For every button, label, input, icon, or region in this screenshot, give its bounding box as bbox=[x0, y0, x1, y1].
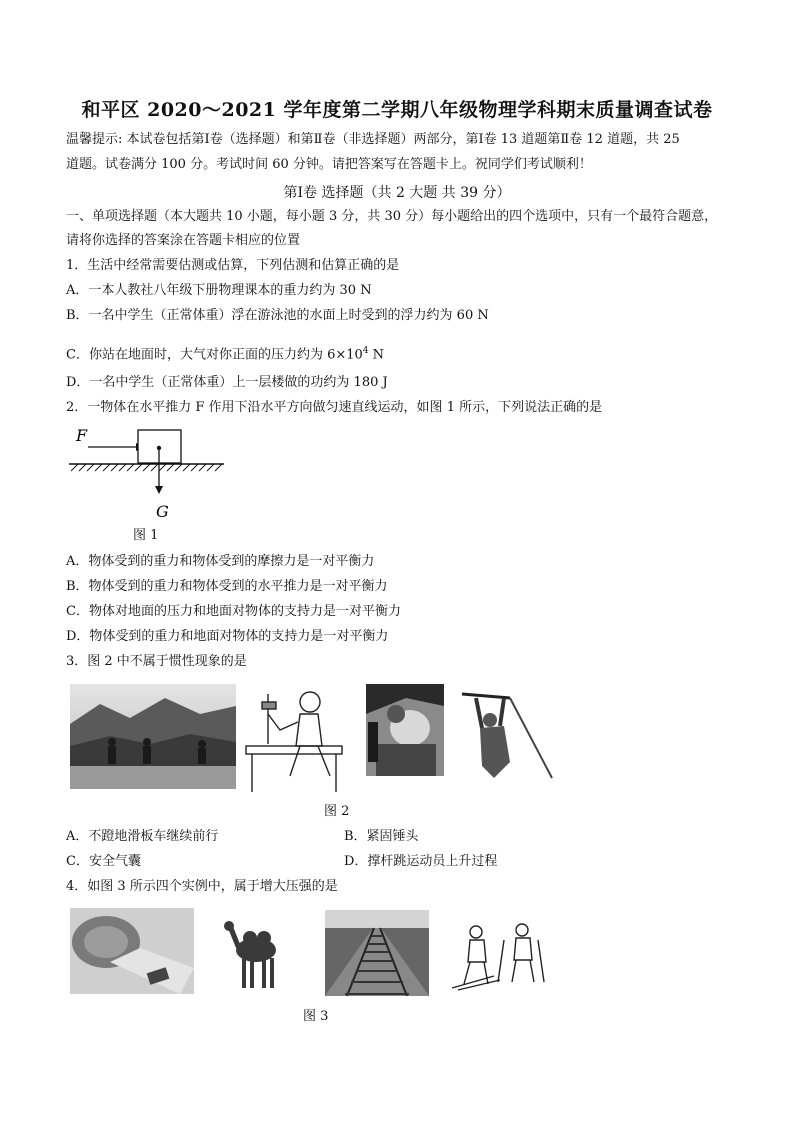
q1-stem: 1．生活中经常需要估测或估算，下列估测和估算正确的是 bbox=[66, 258, 400, 273]
figure-1-caption: 图 1 bbox=[133, 528, 159, 543]
q3-option-c: C．安全气囊 bbox=[66, 854, 141, 869]
notice-line-2: 道题。试卷满分 100 分。考试时间 60 分钟。请把答案写在答题卡上。祝同学们考试顺利！ bbox=[66, 157, 592, 172]
q2-option-d: D．物体受到的重力和地面对物体的支持力是一对平衡力 bbox=[66, 629, 389, 644]
figure-3-caption: 图 3 bbox=[303, 1009, 329, 1024]
exam-title: 和平区 2020～2021 学年度第二学期八年级物理学科期末质量调查试卷 bbox=[81, 99, 713, 121]
section-1-title: 第Ⅰ卷 选择题（共 2 大题 共 39 分） bbox=[283, 185, 511, 201]
camel-photo bbox=[222, 914, 290, 994]
q3-option-a: A．不蹬地滑板车继续前行 bbox=[66, 829, 219, 844]
q1-option-c-unit: N bbox=[368, 347, 385, 363]
thumbtack-press-photo bbox=[70, 908, 194, 994]
scooter-photo bbox=[70, 684, 236, 789]
q1-option-d: D．一名中学生（正常体重）上一层楼做的功约为 180 J bbox=[66, 375, 388, 390]
q2-option-a: A．物体受到的重力和物体受到的摩擦力是一对平衡力 bbox=[66, 554, 375, 569]
q3-option-d: D．撑杆跳运动员上升过程 bbox=[344, 854, 498, 869]
part-1-instructions-line-2: 请将你选择的答案涂在答题卡相应的位置 bbox=[66, 233, 301, 248]
q1-option-b: B．一名中学生（正常体重）浮在游泳池的水面上时受到的浮力约为 60 N bbox=[66, 308, 489, 323]
car-airbag-photo bbox=[366, 684, 444, 776]
part-1-instructions-line-1: 一、单项选择题（本大题共 10 小题，每小题 3 分，共 30 分）每小题给出的四个选项中，只有一个最符合题意， bbox=[66, 209, 718, 224]
q1-option-a: A．一本人教社八年级下册物理课本的重力约为 30 N bbox=[66, 283, 372, 298]
pole-vault-photo bbox=[460, 682, 555, 792]
fig1-label-f: F bbox=[76, 426, 88, 445]
figure-1-force-diagram bbox=[66, 420, 231, 525]
railway-track-photo bbox=[325, 910, 429, 996]
q3-option-b: B．紧固锤头 bbox=[344, 829, 419, 844]
skiers-illustration bbox=[440, 918, 556, 994]
gravity-arrowhead bbox=[155, 486, 163, 494]
ground-hatching bbox=[71, 464, 222, 471]
q2-option-c: C．物体对地面的压力和地面对物体的支持力是一对平衡力 bbox=[66, 604, 401, 619]
notice-line-1: 温馨提示: 本试卷包括第Ⅰ卷（选择题）和第Ⅱ卷（非选择题）两部分，第Ⅰ卷 13 道题第Ⅱ卷 12 道题，共 25 bbox=[66, 132, 680, 147]
figure-2-caption: 图 2 bbox=[324, 804, 350, 819]
q2-stem: 2．一物体在水平推力 F 作用下沿水平方向做匀速直线运动，如图 1 所示，下列说法正确的是 bbox=[66, 400, 603, 415]
q1-option-c-exponent: 4 bbox=[362, 346, 369, 356]
hammer-on-bench-illustration bbox=[238, 684, 348, 796]
q3-stem: 3．图 2 中不属于惯性现象的是 bbox=[66, 654, 247, 669]
q4-stem: 4．如图 3 所示四个实例中，属于增大压强的是 bbox=[66, 879, 338, 894]
q1-option-c-text: C．你站在地面时，大气对你正面的压力约为 6×10 bbox=[66, 347, 363, 363]
q2-option-b: B．物体受到的重力和物体受到的水平推力是一对平衡力 bbox=[66, 579, 388, 594]
fig1-label-g: G bbox=[156, 502, 169, 521]
q1-option-c bbox=[66, 342, 384, 364]
